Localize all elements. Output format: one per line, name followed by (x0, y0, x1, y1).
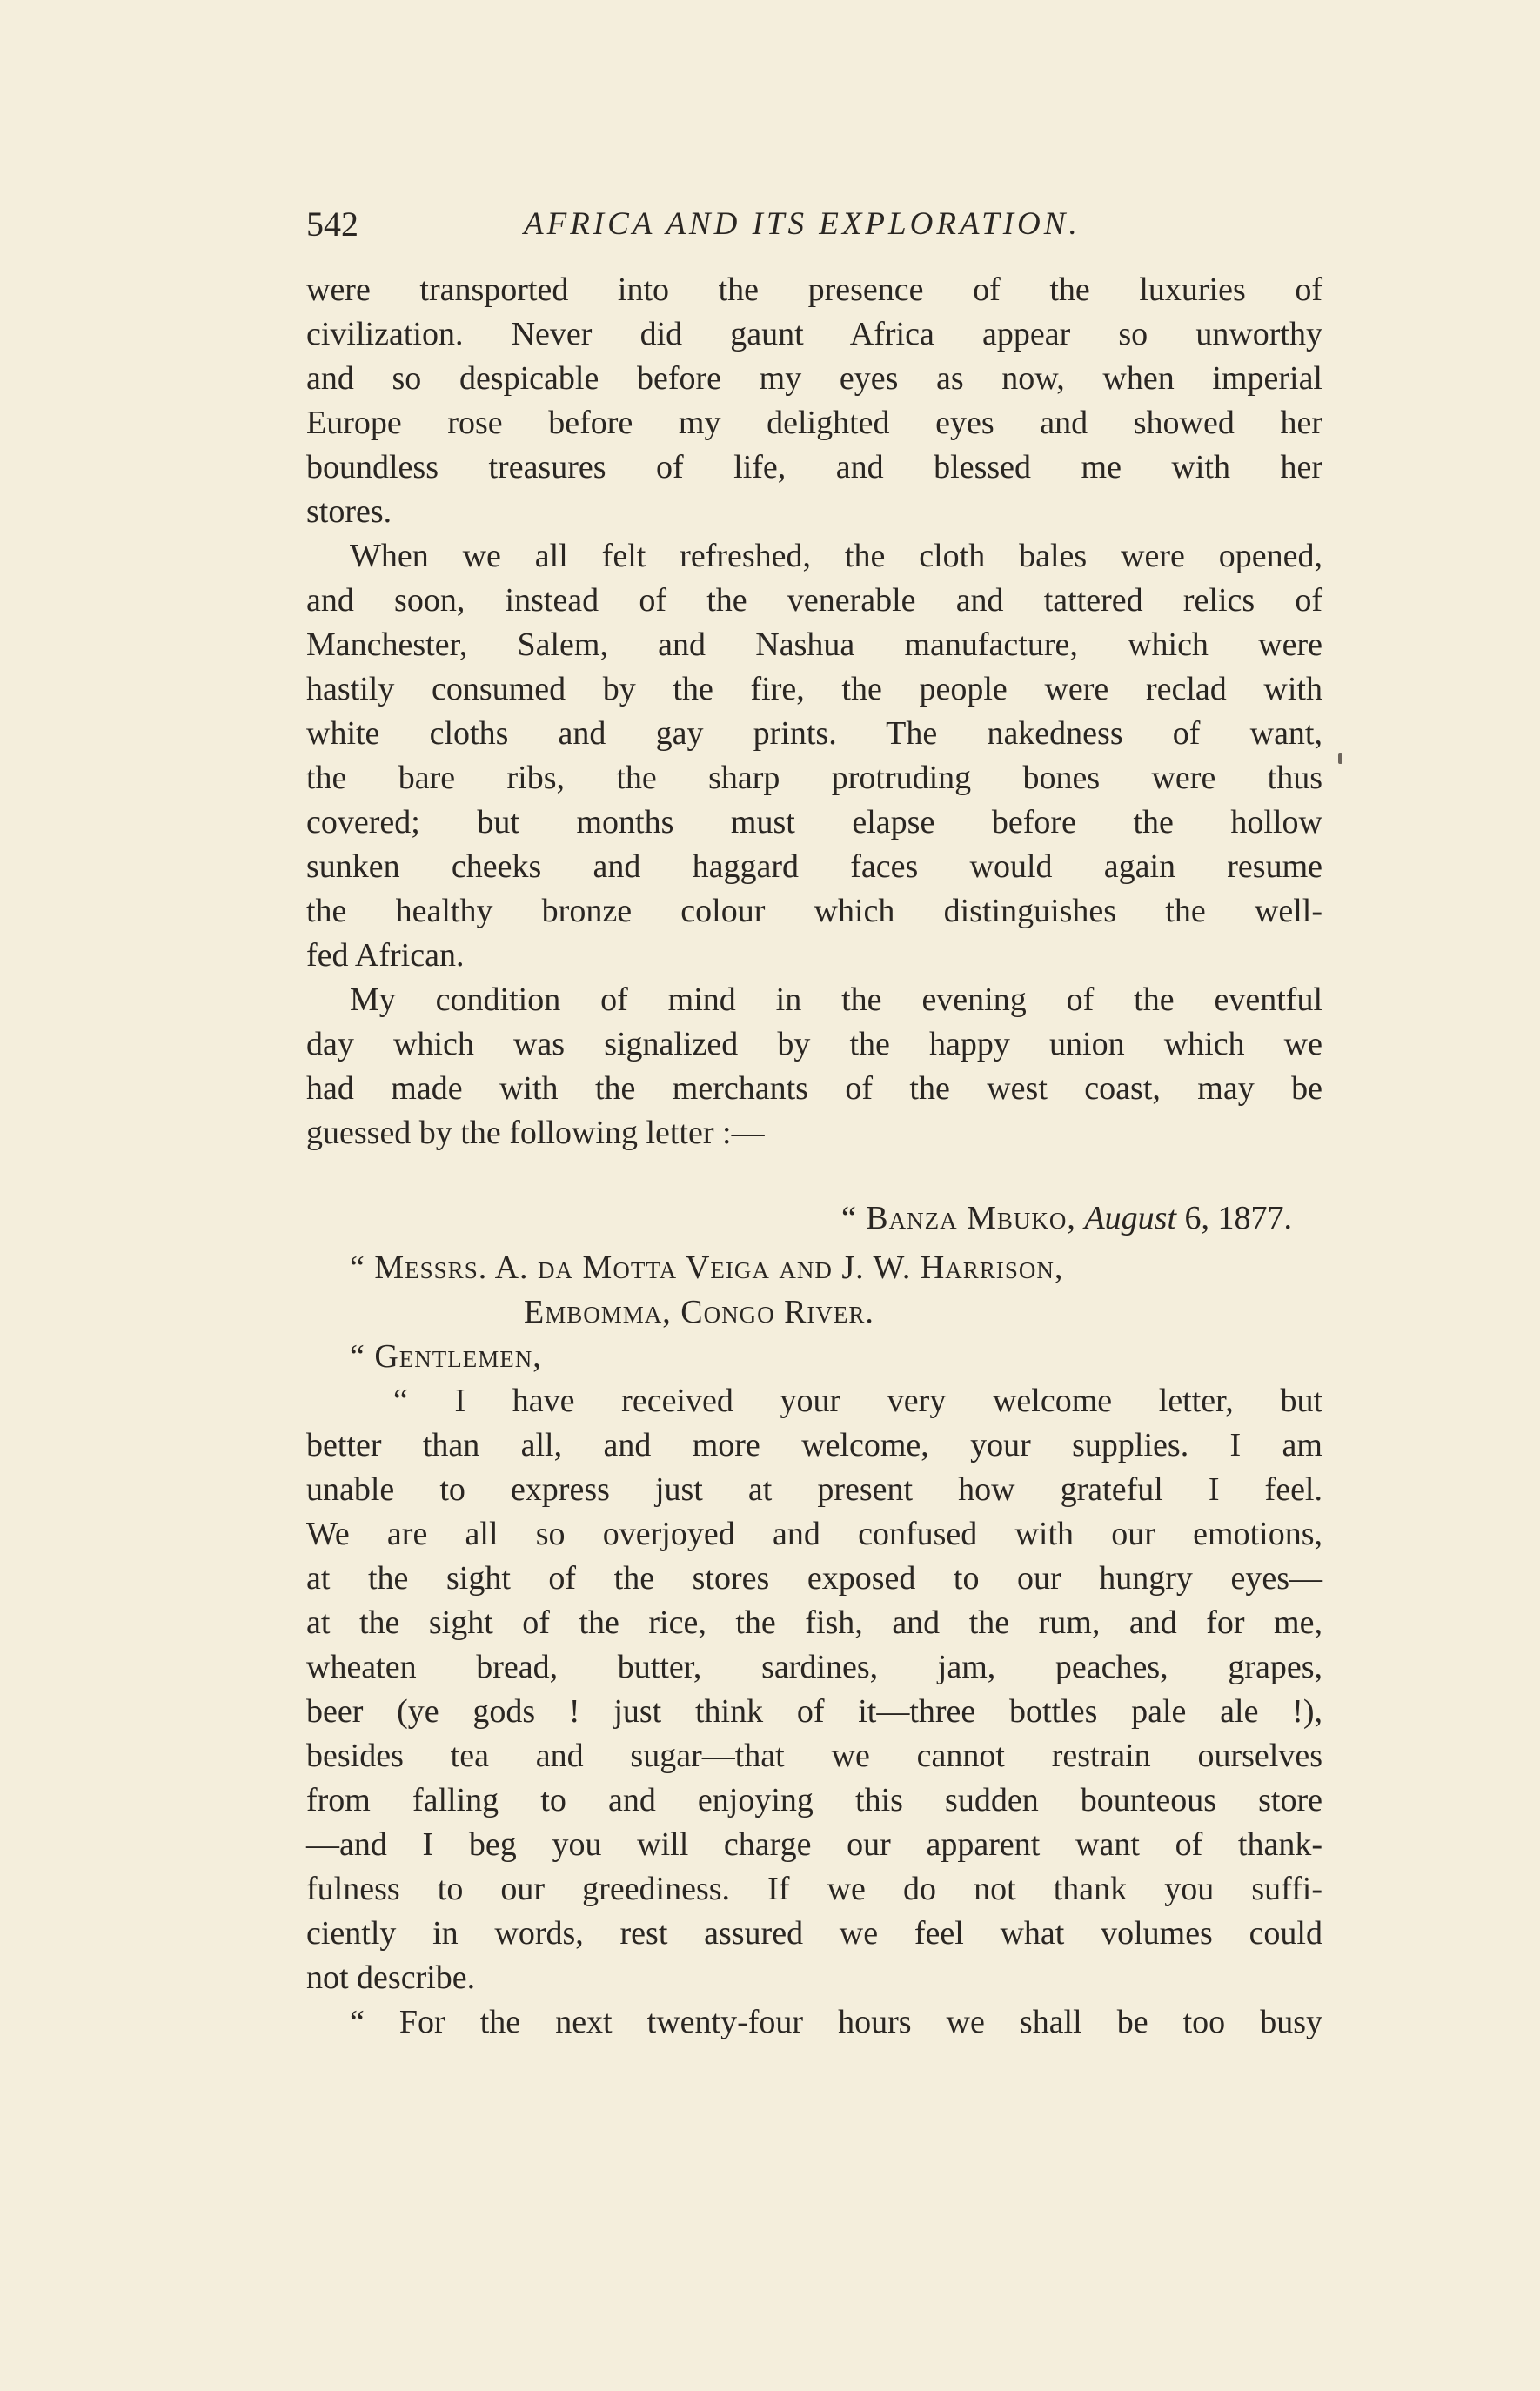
text-line: We are all so overjoyed and confused with our emotions, (306, 1516, 1322, 1552)
text-line: unable to express just at present how grateful I feel. (306, 1471, 1322, 1508)
text-line: fed African. (306, 937, 465, 974)
paragraph-3 (306, 978, 1322, 1155)
dateline-rest: 6, 1877. (1184, 1200, 1292, 1236)
text-line: the bare ribs, the sharp protruding bones were thus (306, 760, 1322, 796)
text-line: Manchester, Salem, and Nashua manufacture, which were (306, 626, 1322, 663)
text-line: white cloths and gay prints. The nakedness of want, (306, 715, 1322, 752)
page-number: 542 (306, 204, 358, 244)
text-line: ciently in words, rest assured we feel what volumes could (306, 1915, 1322, 1952)
running-title: AFRICA AND ITS EXPLORATION. (524, 206, 1081, 242)
paragraph-2 (306, 534, 1322, 978)
text-line: at the sight of the rice, the fish, and the rum, and for me, (306, 1604, 1322, 1641)
text-line: fulness to our greediness. If we do not thank you suffi- (306, 1871, 1322, 1907)
text-line: besides tea and sugar—that we cannot restrain ourselves (306, 1738, 1322, 1774)
letter (306, 1190, 1322, 2045)
text-line: civilization. Never did gaunt Africa appear so unworthy (306, 316, 1322, 352)
text-line: the healthy bronze colour which distinguishes the well- (306, 893, 1322, 929)
text-line: were transported into the presence of the luxuries of (306, 271, 1322, 308)
body-text (306, 268, 1322, 2045)
text-line: guessed by the following letter :— (306, 1115, 765, 1151)
text-line: and so despicable before my eyes as now, when imperial (306, 360, 1322, 397)
text-line: Europe rose before my delighted eyes and showed her (306, 405, 1322, 441)
text-line: covered; but months must elapse before the hollow (306, 804, 1322, 841)
dateline-month: August (1084, 1200, 1176, 1236)
text-line: —and I beg you will charge our apparent want of thank- (306, 1826, 1322, 1863)
page-header (306, 198, 1322, 251)
text-line: not describe. (306, 1959, 476, 1996)
text-line: When we all felt refreshed, the cloth bales were opened, (350, 538, 1322, 574)
text-line: boundless treasures of life, and blessed me with her (306, 449, 1322, 486)
margin-speck (1338, 753, 1342, 764)
text-line: from falling to and enjoying this sudden bounteous store (306, 1782, 1322, 1818)
letter-address-line-1: “ Messrs. A. da Motta Veiga and J. W. Harrison, (350, 1249, 1064, 1286)
text-line: “ For the next twenty-four hours we shall be too busy (350, 2004, 1322, 2040)
paragraph-1 (306, 268, 1322, 534)
text-line: “ I have received your very welcome letter, but (393, 1383, 1322, 1419)
text-line: at the sight of the stores exposed to our hungry eyes— (306, 1560, 1322, 1597)
text-line: had made with the merchants of the west coast, may be (306, 1070, 1322, 1107)
text-line: better than all, and more welcome, your supplies. I am (306, 1427, 1322, 1463)
letter-dateline (306, 1190, 1322, 1246)
text-line: sunken cheeks and haggard faces would again resume (306, 848, 1322, 885)
text-line: beer (ye gods ! just think of it—three bottles pale ale !), (306, 1693, 1322, 1730)
text-line: stores. (306, 493, 392, 530)
text-line: and soon, instead of the venerable and tattered relics of (306, 582, 1322, 619)
letter-address-line-2: Embomma, Congo River. (524, 1294, 874, 1330)
text-line: day which was signalized by the happy union which we (306, 1026, 1322, 1062)
text-line: hastily consumed by the fire, the people were reclad with (306, 671, 1322, 707)
dateline-place: “ Banza Mbuko, (840, 1200, 1076, 1236)
letter-salutation: “ Gentlemen, (350, 1338, 542, 1375)
text-line: My condition of mind in the evening of the eventful (350, 981, 1322, 1018)
text-line: wheaten bread, butter, sardines, jam, peaches, grapes, (306, 1649, 1322, 1685)
